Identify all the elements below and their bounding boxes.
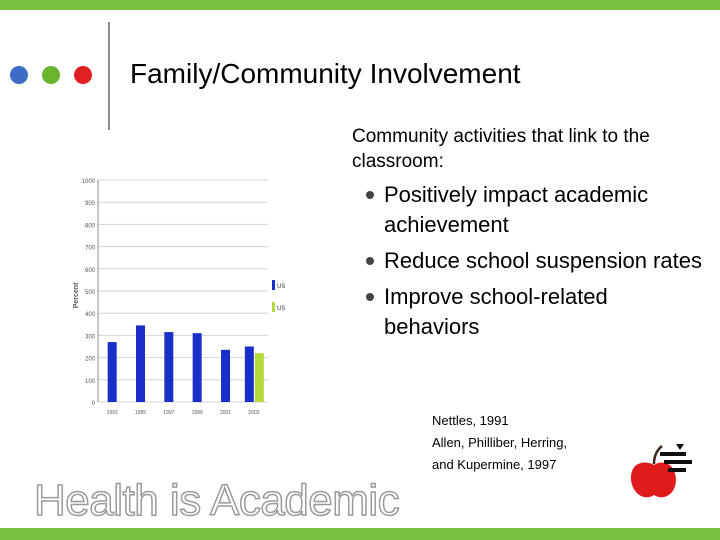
- bar: [193, 333, 202, 402]
- bullet-dot-icon: [366, 191, 374, 199]
- reference-line: Allen, Philliber, Herring,: [432, 435, 568, 450]
- bar: [164, 332, 173, 402]
- health-is-academic-logo: Health is Academic: [34, 476, 400, 525]
- y-tick-label: 0: [91, 401, 95, 407]
- reference-line: Nettles, 1991: [432, 413, 509, 428]
- intro-text: Community activities that link to the classroom:: [352, 126, 650, 172]
- bullet-list: [366, 180, 706, 348]
- green-dot-icon: [42, 66, 60, 84]
- bar-chart: [68, 172, 288, 422]
- y-tick-label: 1000: [81, 179, 95, 185]
- y-tick-label: 500: [84, 290, 95, 296]
- y-tick-label: 700: [84, 245, 95, 252]
- y-axis-label: Percent: [73, 282, 80, 309]
- bullet-item: [366, 246, 706, 276]
- apple-logo-icon: [624, 438, 696, 500]
- bullet-item: [366, 180, 706, 240]
- x-tick-label: 1999: [191, 410, 203, 416]
- bullet-dot-icon: [366, 257, 374, 265]
- y-tick-label: 100: [84, 378, 95, 385]
- y-tick-label: 600: [84, 267, 95, 274]
- y-tick-label: 400: [84, 312, 95, 319]
- bar: [245, 347, 254, 403]
- legend-label: US: [277, 284, 286, 290]
- references: [432, 410, 632, 476]
- bar: [221, 350, 230, 402]
- red-dot-icon: [74, 66, 92, 84]
- bar: [255, 353, 264, 402]
- legend-label: US: [277, 306, 286, 312]
- blue-dot-icon: [10, 66, 28, 84]
- x-tick-label: 1993: [106, 410, 118, 416]
- x-tick-label: 1997: [163, 410, 175, 416]
- legend-swatch: [272, 302, 275, 312]
- top-accent-bar: [0, 0, 720, 10]
- bullet-text: Reduce school suspension rates: [384, 248, 702, 273]
- bullet-dot-icon: [366, 293, 374, 301]
- slide-title: Family/Community Involvement: [130, 58, 521, 89]
- bullet-item: [366, 282, 706, 342]
- y-tick-label: 800: [84, 223, 95, 230]
- bar: [136, 325, 145, 402]
- x-tick-label: 2003: [248, 410, 260, 416]
- y-tick-label: 200: [84, 356, 95, 363]
- x-tick-label: 2001: [219, 410, 232, 416]
- y-tick-label: 300: [84, 334, 95, 341]
- bullet-text: Improve school-related behaviors: [384, 284, 608, 339]
- bar: [108, 342, 117, 402]
- reference-line: and Kupermine, 1997: [432, 457, 557, 472]
- y-tick-label: 900: [84, 201, 95, 208]
- bullet-text: Positively impact academic achievement: [384, 182, 649, 237]
- bottom-accent-bar: [0, 528, 720, 540]
- title-divider-line: [108, 22, 110, 130]
- legend-swatch: [272, 280, 275, 290]
- x-tick-label: 1995: [134, 410, 147, 416]
